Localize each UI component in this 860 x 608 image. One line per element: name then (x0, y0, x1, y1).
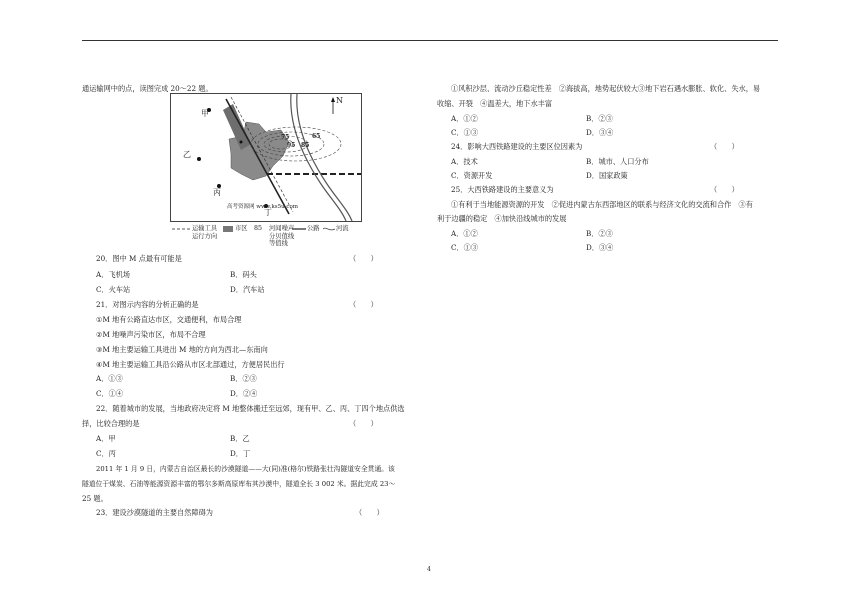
label-yi: 乙 (183, 150, 191, 159)
q25-opt-b: B．②③ (586, 229, 613, 238)
contour-label-75: 75 (281, 134, 290, 141)
q22-stem-line2: 择，比较合理的是 (82, 419, 140, 428)
q23-opt-b: B．②③ (586, 114, 613, 123)
q21-paren: （ ） (349, 300, 378, 309)
legend-river-icon (323, 226, 335, 232)
q24-paren: （ ） (710, 142, 739, 151)
q22-opt-d: D．丁 (230, 449, 251, 458)
q21-opt-d: D．②④ (230, 389, 258, 398)
q25-stem: 25．大西铁路建设的主要意义为 (451, 185, 554, 194)
q21-opt-a: A．①③ (96, 374, 123, 383)
legend-road: 公路 (307, 225, 320, 232)
q21-item-3: ③M 地主要运输工具进出 M 地的方向为西北—东南向 (96, 345, 268, 354)
point-m (240, 141, 243, 144)
q24-opt-a: A．技术 (451, 157, 478, 166)
legend-river: 河流 (336, 225, 349, 232)
q23-opt-c: C．①③ (451, 128, 479, 137)
north-arrow-head (331, 97, 335, 102)
q22-opt-c: C．丙 (96, 449, 116, 458)
legend-road-icon (292, 227, 306, 232)
q20-opt-d: D．汽车站 (230, 285, 265, 294)
page-number: 4 (427, 566, 431, 573)
q21-opt-c: C．①④ (96, 389, 124, 398)
q22-opt-a: A．甲 (96, 434, 116, 443)
map-figure (170, 93, 362, 222)
watermark: 高考资源网 www.ks5u.com (227, 204, 299, 210)
q24-opt-c: C．资源开发 (451, 171, 493, 180)
q20-paren: （ ） (349, 254, 378, 263)
q20-stem: 20．图中 M 点最有可能是 (96, 254, 182, 263)
q21-item-4: ④M 地主要运输工具沿公路从市区北部通过，方便居民出行 (96, 360, 285, 369)
q23-stem: 23．建设沙漠隧道的主要自然障碍为 (96, 508, 213, 517)
q23-items-line2: 收缩、开裂 ④温差大，地下水丰富 (437, 99, 553, 108)
q21-stem: 21．对图示内容的分析正确的是 (96, 300, 199, 309)
q25-opt-a: A．①② (451, 229, 478, 238)
q25-paren: （ ） (710, 185, 739, 194)
label-jia: 甲 (201, 109, 209, 118)
q23-items-line1: ①风积沙层、流动沙丘稳定性差 ②海拔高，地势起伏较大③地下岩石遇水膨胀、软化、失水，易 (451, 84, 761, 93)
q21-item-1: ①M 地有公路直达市区，交通便利，布局合理 (96, 315, 242, 324)
passage-line3: 25 题。 (82, 494, 108, 503)
contour-label-65: 65 (312, 133, 321, 140)
legend-noise: 河闻噪声 分贝值线 等值线 (269, 225, 295, 247)
q23-opt-d: D．③④ (586, 128, 614, 137)
q21-item-2: ②M 地噪声污染市区，布局不合理 (96, 330, 206, 339)
label-ding: 丁 (264, 208, 272, 217)
q23-opt-a: A．①② (451, 114, 478, 123)
passage-line2: 隧道位于煤炭、石油等能源资源丰富的鄂尔多斯高原库布其沙漠中，隧道全长 3 002 米。据此完成 23～ (82, 480, 396, 488)
north-label: N (336, 96, 343, 105)
intro-text: 通运输网中的点，读图完成 20～22 题。 (82, 84, 213, 93)
legend-transport-icon (172, 226, 192, 232)
legend-city: 市区 (235, 225, 248, 232)
header-rule (82, 40, 778, 41)
q24-opt-d: D．国家政策 (586, 171, 628, 180)
q24-opt-b: B．城市、人口分布 (586, 157, 649, 166)
point-yi (197, 157, 201, 161)
legend-noise-num: 85 (254, 225, 263, 232)
q22-opt-b: B．乙 (230, 434, 250, 443)
contour-label-85: 85 (301, 142, 310, 149)
q24-stem: 24．影响大西铁路建设的主要区位因素为 (451, 142, 583, 151)
q22-paren: （ ） (349, 419, 378, 428)
label-bing: 丙 (213, 188, 221, 197)
q22-stem-line1: 22．随着城市的发展，当地政府决定将 M 地整体搬迁至远郊，现有甲、乙、丙、丁四个地点供选 (96, 404, 405, 413)
legend-transport: 运输工具 运行方向 (192, 225, 218, 240)
q21-opt-b: B．②③ (230, 374, 257, 383)
legend-city-swatch (223, 226, 233, 232)
q25-opt-c: C．①③ (451, 243, 479, 252)
q25-items-line1: ①有利于当地能源资源的开发 ②促进内蒙古东西部地区的联系与经济文化的交流和合作 ③有 (451, 200, 753, 209)
q20-opt-b: B．码头 (230, 270, 257, 279)
q25-opt-d: D．③④ (586, 243, 614, 252)
passage-line1: 2011 年 1 月 9 日，内蒙古自治区最长的沙漠隧道——大(同)准(格尔)铁路张壮沟隧道安全贯通。该 (96, 465, 395, 473)
q20-opt-c: C．火车站 (96, 285, 131, 294)
q20-opt-a: A．飞机场 (96, 270, 130, 279)
q25-items-line2: 利于边疆的稳定 ④加快沿线城市的发展 (437, 214, 567, 223)
q23-paren: （ ） (355, 508, 384, 517)
river (291, 94, 346, 221)
contour-label-95: 95 (287, 142, 296, 149)
